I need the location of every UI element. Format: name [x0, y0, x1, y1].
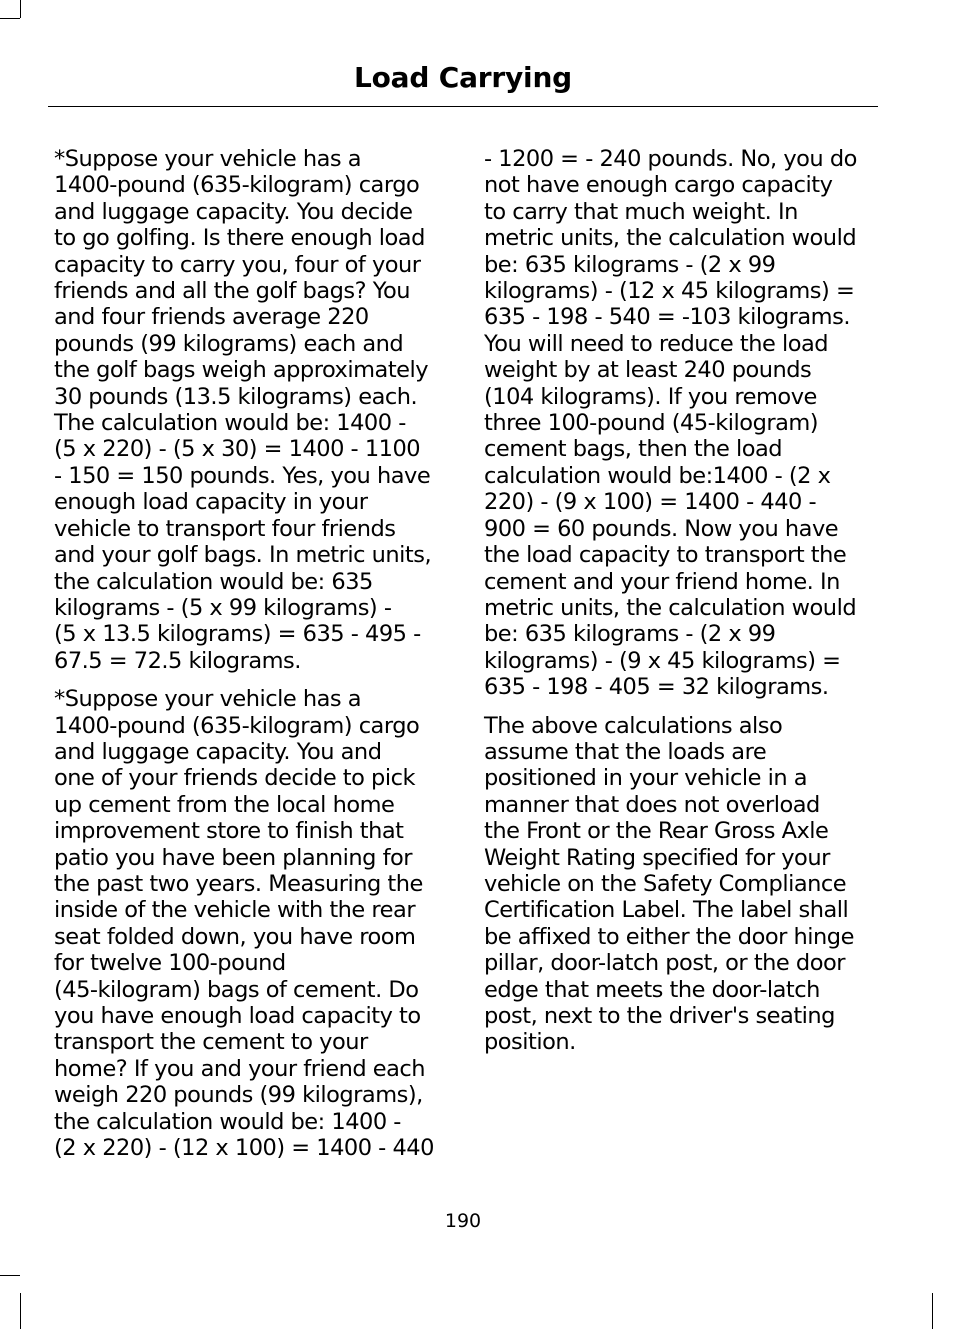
body-paragraph	[484, 713, 874, 1056]
crop-mark-bottom-right-vertical	[932, 1293, 933, 1329]
text-line: inside of the vehicle with the rear	[54, 897, 416, 924]
text-line: kilograms) - (9 x 45 kilograms) =	[484, 647, 841, 674]
page-title: Load Carrying	[353, 61, 573, 94]
text-line: (5 x 13.5 kilograms) = 635 - 495 -	[54, 621, 421, 648]
text-line: weight by at least 240 pounds	[484, 357, 812, 384]
text-line: improvement store to finish that	[54, 818, 404, 845]
text-line: 1400-pound (635-kilogram) cargo	[54, 172, 420, 199]
text-line: the golf bags weigh approximately	[54, 357, 429, 384]
text-line: the past two years. Measuring the	[54, 870, 423, 897]
text-line: vehicle on the Safety Compliance	[484, 870, 847, 897]
text-line: kilograms) - (12 x 45 kilograms) =	[484, 278, 855, 305]
text-line: cement bags, then the load	[484, 436, 783, 463]
text-line: up cement from the local home	[54, 791, 395, 818]
text-line: *Suppose your vehicle has a	[54, 686, 362, 713]
text-line: be: 635 kilograms - (2 x 99	[484, 621, 776, 648]
text-line: to carry that much weight. In	[484, 198, 798, 225]
text-line: pounds (99 kilograms) each and	[54, 330, 404, 357]
crop-mark-bottom-left-vertical	[20, 1293, 21, 1329]
text-line: metric units, the calculation would	[484, 594, 857, 621]
text-line: manner that does not overload	[484, 791, 820, 818]
text-line: (2 x 220) - (12 x 100) = 1400 - 440	[54, 1135, 434, 1162]
text-line: You will need to reduce the load	[484, 330, 829, 357]
text-line: position.	[484, 1029, 576, 1056]
text-line: calculation would be:1400 - (2 x	[484, 462, 831, 489]
text-line: the Front or the Rear Gross Axle	[484, 818, 829, 845]
text-line: not have enough cargo capacity	[484, 172, 833, 199]
text-line: the calculation would be: 1400 -	[54, 1108, 401, 1135]
body-paragraph	[54, 686, 444, 1161]
text-line: you have enough load capacity to	[54, 1003, 421, 1029]
text-line: transport the cement to your	[54, 1029, 368, 1056]
body-paragraph	[484, 146, 874, 701]
text-line: 1400-pound (635-kilogram) cargo	[54, 712, 420, 739]
header-rule	[48, 106, 878, 107]
text-line: 635 - 198 - 540 = -103 kilograms.	[484, 304, 850, 331]
text-line: - 150 = 150 pounds. Yes, you have	[54, 462, 431, 489]
text-line: vehicle to transport four friends	[54, 515, 396, 542]
text-line: The calculation would be: 1400 -	[54, 410, 406, 437]
text-line: Weight Rating specified for your	[484, 844, 830, 871]
text-line: be affixed to either the door hinge	[484, 923, 854, 950]
crop-mark-bottom-left-horizontal	[0, 1275, 20, 1276]
text-line: the load capacity to transport the	[484, 542, 847, 569]
text-line: post, next to the driver's seating	[484, 1003, 835, 1029]
text-line: kilograms - (5 x 99 kilograms) -	[54, 594, 392, 621]
crop-mark-top-left-vertical	[20, 0, 21, 18]
text-line: and luggage capacity. You decide	[54, 198, 413, 225]
text-line: enough load capacity in your	[54, 489, 368, 516]
text-line: Certification Label. The label shall	[484, 897, 849, 924]
text-line: to go golfing. Is there enough load	[54, 225, 425, 252]
text-line: friends and all the golf bags? You	[54, 278, 411, 305]
body-paragraph	[54, 146, 444, 674]
text-line: (5 x 220) - (5 x 30) = 1400 - 1100	[54, 436, 421, 463]
text-line: 67.5 = 72.5 kilograms.	[54, 647, 301, 674]
text-line: patio you have been planning for	[54, 844, 413, 871]
text-line: 900 = 60 pounds. Now you have	[484, 515, 839, 542]
text-line: The above calculations also	[484, 712, 783, 739]
text-line: *Suppose your vehicle has a	[54, 146, 362, 172]
text-line: assume that the loads are	[484, 738, 767, 765]
right-column	[484, 146, 874, 1068]
page-number: 190	[444, 1210, 482, 1232]
text-line: 220) - (9 x 100) = 1400 - 440 -	[484, 489, 817, 516]
text-line: positioned in your vehicle in a	[484, 765, 808, 792]
text-line: and your golf bags. In metric units,	[54, 542, 432, 569]
text-line: one of your friends decide to pick	[54, 765, 415, 792]
text-line: pillar, door-latch post, or the door	[484, 950, 845, 977]
text-line: capacity to carry you, four of your	[54, 251, 421, 278]
text-line: the calculation would be: 635	[54, 568, 373, 595]
text-line: be: 635 kilograms - (2 x 99	[484, 251, 776, 278]
text-line: (45-kilogram) bags of cement. Do	[54, 976, 419, 1003]
text-line: seat folded down, you have room	[54, 923, 416, 950]
text-line: weigh 220 pounds (99 kilograms),	[54, 1082, 423, 1109]
text-line: home? If you and your friend each	[54, 1055, 426, 1082]
text-line: three 100-pound (45-kilogram)	[484, 410, 819, 437]
left-column	[54, 146, 444, 1173]
text-line: and luggage capacity. You and	[54, 738, 382, 765]
text-line: and four friends average 220	[54, 304, 369, 331]
text-line: (104 kilograms). If you remove	[484, 383, 817, 410]
text-line: cement and your friend home. In	[484, 568, 840, 595]
text-line: edge that meets the door-latch	[484, 976, 820, 1003]
crop-mark-top-left-horizontal	[0, 18, 20, 19]
text-line: for twelve 100-pound	[54, 950, 286, 977]
text-line: 635 - 198 - 405 = 32 kilograms.	[484, 674, 829, 701]
text-line: metric units, the calculation would	[484, 225, 857, 252]
text-line: - 1200 = - 240 pounds. No, you do	[484, 146, 857, 172]
text-line: 30 pounds (13.5 kilograms) each.	[54, 383, 418, 410]
